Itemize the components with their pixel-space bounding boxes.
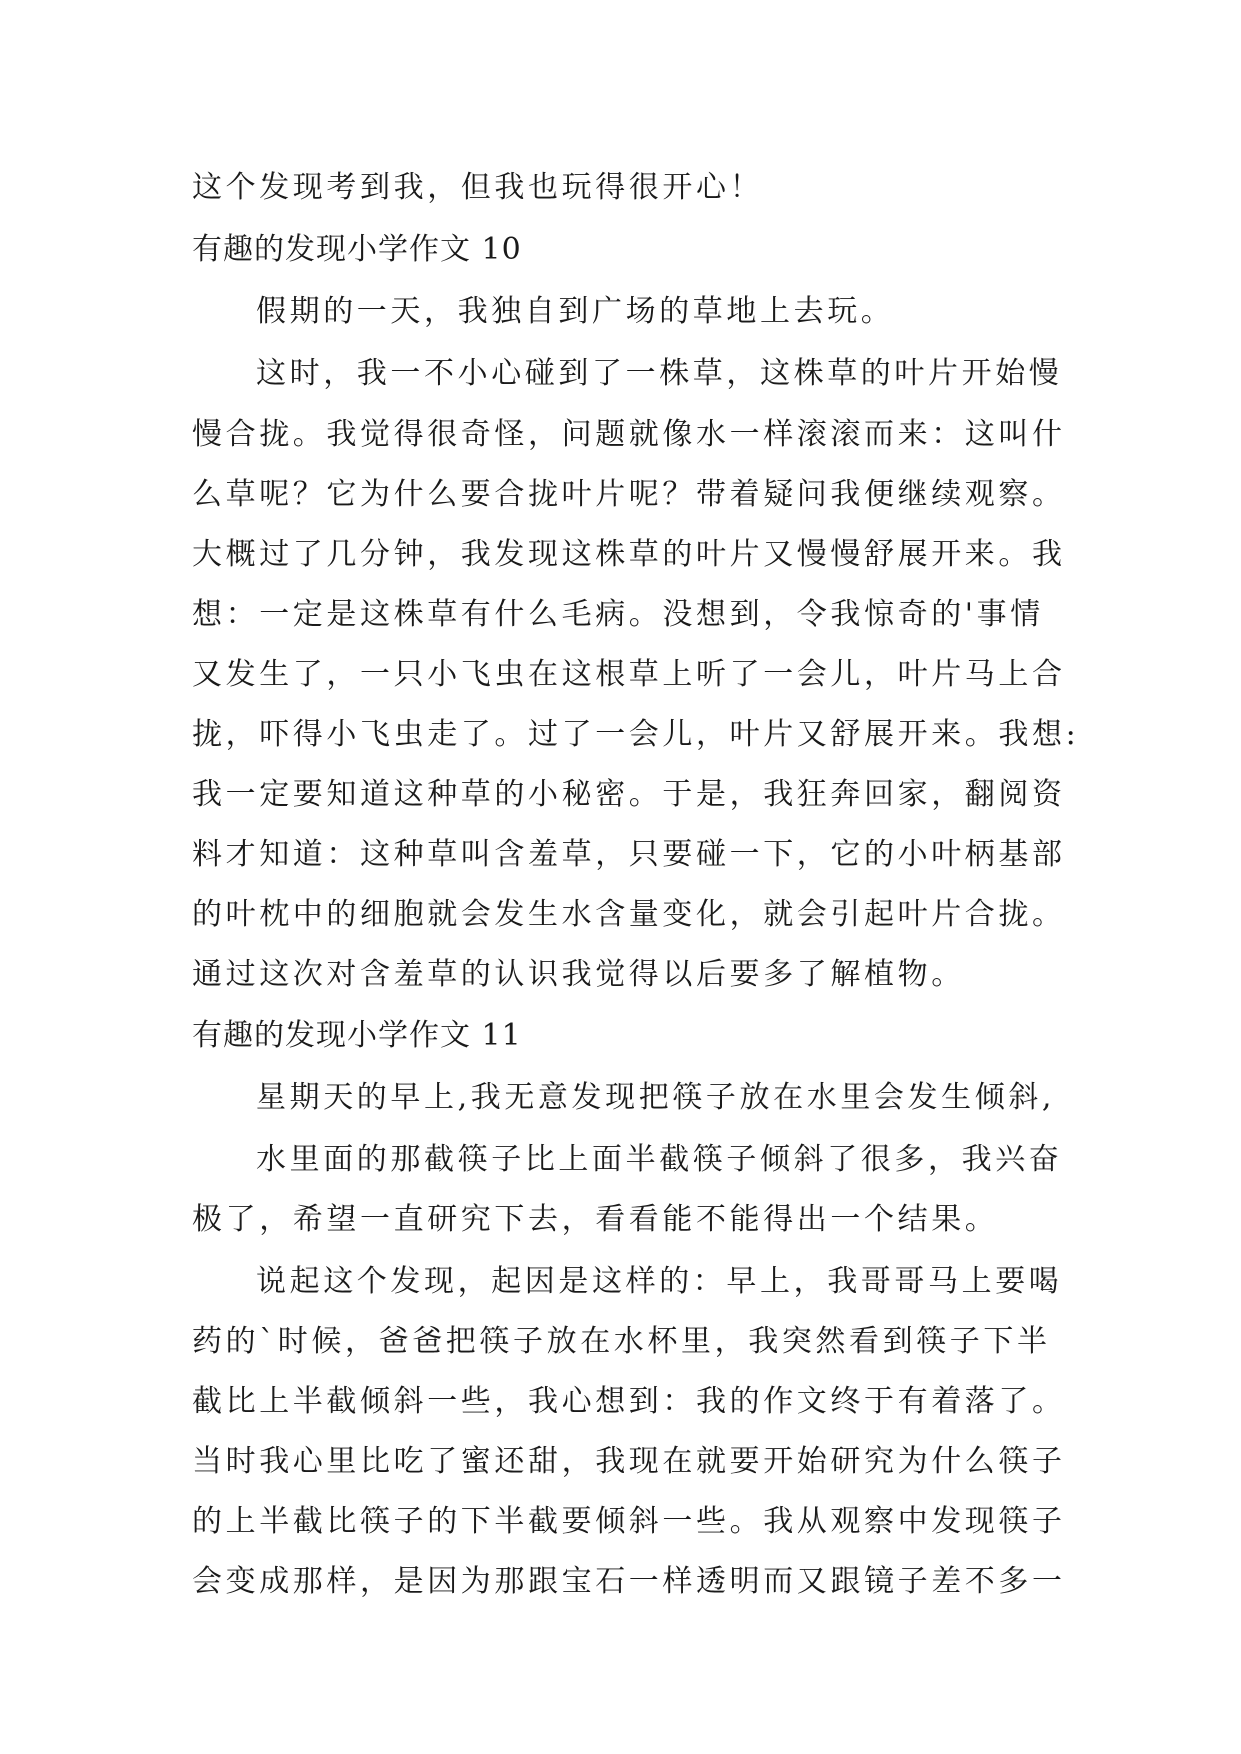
text-line: 大概过了几分钟，我发现这株草的叶片又慢慢舒展开来。我 — [192, 537, 1066, 572]
text-line: 会变成那样，是因为那跟宝石一样透明而又跟镜子差不多一 — [192, 1564, 1066, 1599]
text-line: 这个发现考到我，但我也玩得很开心！ — [192, 170, 764, 205]
text-line: 料才知道：这种草叫含羞草，只要碰一下，它的小叶柄基部 — [192, 837, 1066, 872]
text-line: 说起这个发现，起因是这样的：早上，我哥哥马上要喝 — [256, 1264, 1063, 1299]
text-line: 极了，希望一直研究下去，看看能不能得出一个结果。 — [192, 1202, 999, 1237]
text-line: 假期的一天，我独自到广场的草地上去玩。 — [256, 294, 895, 329]
text-line: 么草呢？它为什么要合拢叶片呢？带着疑问我便继续观察。 — [192, 477, 1066, 512]
text-line: 慢合拢。我觉得很奇怪，问题就像水一样滚滚而来：这叫什 — [192, 417, 1066, 452]
text-line: 药的`时候，爸爸把筷子放在水杯里，我突然看到筷子下半 — [192, 1324, 1051, 1359]
text-line: 的叶枕中的细胞就会发生水含量变化，就会引起叶片合拢。 — [192, 897, 1066, 932]
text-line: 想：一定是这株草有什么毛病。没想到，令我惊奇的'事情 — [192, 597, 1044, 632]
text-line: 通过这次对含羞草的认识我觉得以后要多了解植物。 — [192, 957, 965, 992]
text-line: 星期天的早上,我无意发现把筷子放在水里会发生倾斜, — [256, 1080, 1056, 1115]
text-line: 这时，我一不小心碰到了一株草，这株草的叶片开始慢 — [256, 356, 1063, 391]
section-heading: 有趣的发现小学作文 11 — [192, 1018, 522, 1053]
text-line: 又发生了，一只小飞虫在这根草上听了一会儿，叶片马上合 — [192, 657, 1066, 692]
text-line: 的上半截比筷子的下半截要倾斜一些。我从观察中发现筷子 — [192, 1504, 1066, 1539]
text-line: 水里面的那截筷子比上面半截筷子倾斜了很多，我兴奋 — [256, 1142, 1063, 1177]
text-line: 截比上半截倾斜一些，我心想到：我的作文终于有着落了。 — [192, 1384, 1066, 1419]
text-line: 我一定要知道这种草的小秘密。于是，我狂奔回家，翻阅资 — [192, 777, 1066, 812]
text-line: 当时我心里比吃了蜜还甜，我现在就要开始研究为什么筷子 — [192, 1444, 1066, 1479]
text-line: 拢，吓得小飞虫走了。过了一会儿，叶片又舒展开来。我想: — [192, 717, 1080, 752]
section-heading: 有趣的发现小学作文 10 — [192, 232, 522, 267]
